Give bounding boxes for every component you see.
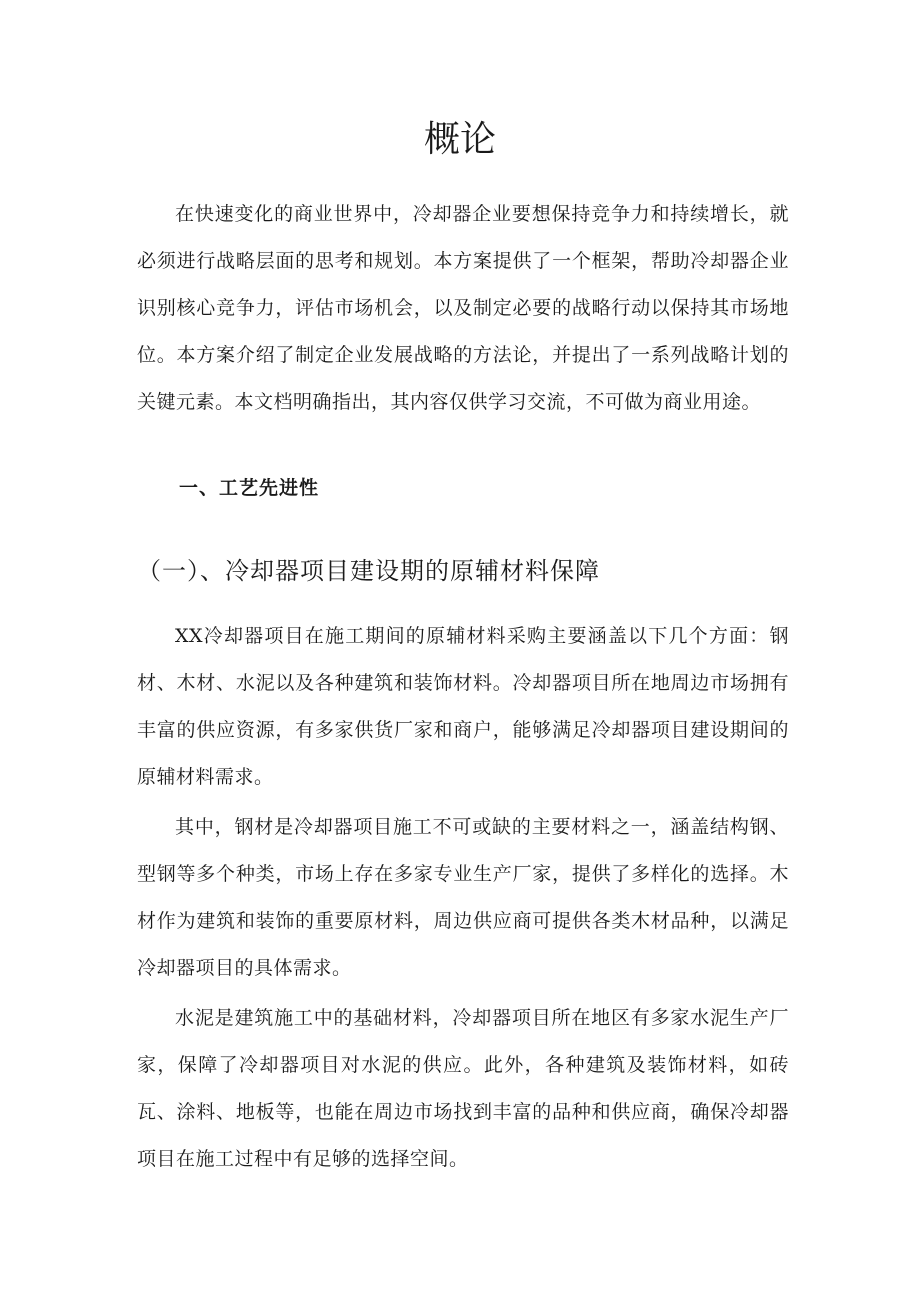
body-paragraph: 水泥是建筑施工中的基础材料，冷却器项目所在地区有多家水泥生产厂家，保障了冷却器项目对水泥的供应。此外，各种建筑及装饰材料，如砖瓦、涂料、地板等，也能在周边市场找到丰富的品种和供应商，确保冷却器项目在施工过程中有足够的选择空间。 (137, 1007, 789, 1170)
intro-paragraph: 在快速变化的商业世界中，冷却器企业要想保持竞争力和持续增长，就必须进行战略层面的思考和规划。本方案提供了一个框架，帮助冷却器企业识别核心竞争力，评估市场机会，以及制定必要的战略行动以保持其市场地位。本方案介绍了制定企业发展战略的方法论，并提出了一系列战略计划的关键元素。本文档明确指出，其内容仅供学习交流，不可做为商业用途。 (137, 203, 789, 413)
subsection-heading: （一）、冷却器项目建设期的原辅材料保障 (137, 557, 600, 585)
body-paragraph: XX冷却器项目在施工期间的原辅材料采购主要涵盖以下几个方面：钢材、木材、水泥以及各种建筑和装饰材料。冷却器项目所在地周边市场拥有丰富的供应资源，有多家供货厂家和商户，能够满足冷却器项目建设期间的原辅材料需求。 (137, 625, 789, 788)
document-title: 概论 (423, 119, 496, 160)
section-heading: 一、工艺先进性 (179, 477, 320, 499)
body-paragraph: 其中，钢材是冷却器项目施工不可或缺的主要材料之一，涵盖结构钢、型钢等多个种类，市场上存在多家专业生产厂家，提供了多样化的选择。木材作为建筑和装饰的重要原材料，周边供应商可提供各类木材品种，以满足冷却器项目的具体需求。 (137, 816, 789, 979)
